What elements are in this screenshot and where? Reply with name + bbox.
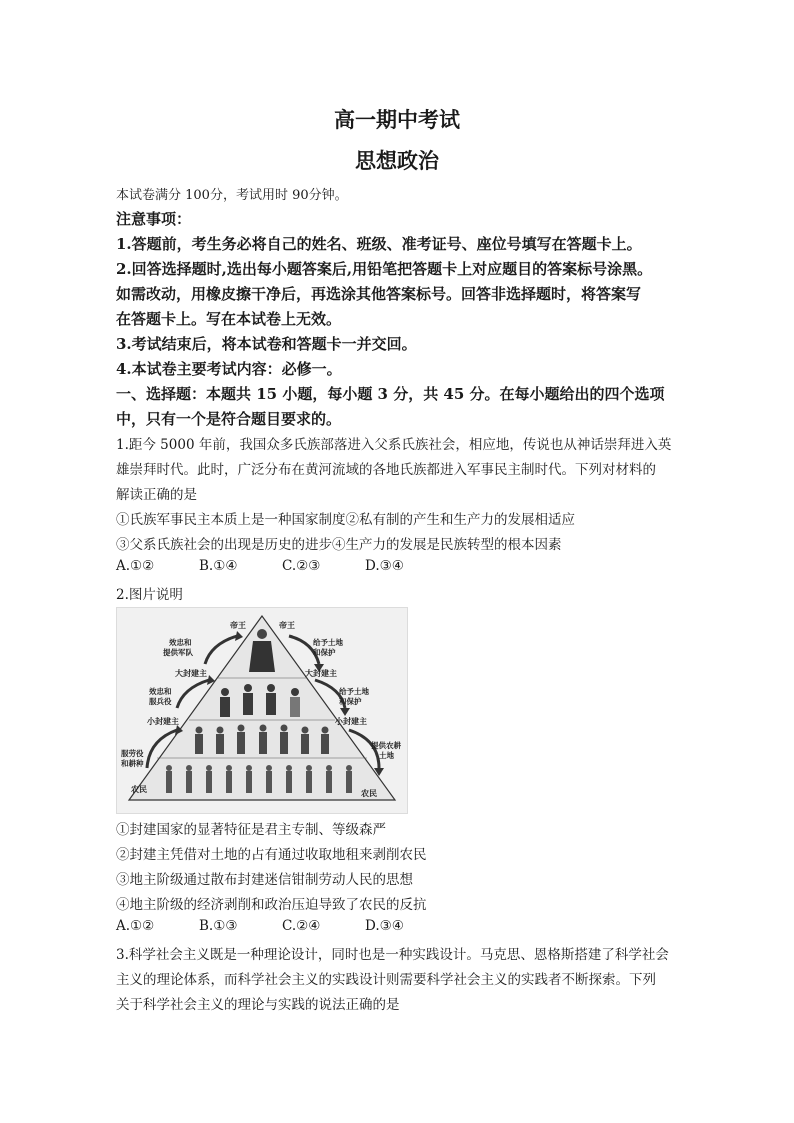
option-a[interactable]: A.①② <box>116 558 155 574</box>
question-1-statement: ③父系氏族社会的出现是历史的进步④生产力的发展是民族转型的根本因素 <box>116 537 562 553</box>
label-small-lord-left: 小封建主 <box>147 717 179 726</box>
question-2-statement: ③地主阶级通过散布封建迷信钳制劳动人民的思想 <box>116 872 413 888</box>
label-grant-land-1a: 给予土地 <box>313 638 343 647</box>
notice-line: 2.回答选择题时,选出每小题答案后,用铅笔把答题卡上对应题目的答案标号涂黑。 <box>116 260 653 278</box>
notice-heading: 注意事项： <box>116 210 192 228</box>
label-emperor-left: 帝王 <box>230 621 246 630</box>
option-a[interactable]: A.①② <box>116 918 155 934</box>
label-loyalty-service-1: 效忠和 <box>149 687 172 696</box>
label-grant-land-2a: 给予土地 <box>339 687 369 696</box>
label-great-lord-right: 大封建主 <box>305 669 337 678</box>
label-loyalty-army-1: 效忠和 <box>169 638 192 647</box>
question-3-line: 主义的理论体系，而科学社会主义的实践设计则需要科学社会主义的实践者不断探索。下列 <box>116 972 656 988</box>
question-2-statement: ④地主阶级的经济剥削和政治压迫导致了农民的反抗 <box>116 897 427 913</box>
intro-text: 本试卷满分 100分，考试用时 90分钟。 <box>116 188 348 203</box>
option-b[interactable]: B.①③ <box>199 918 238 934</box>
question-2-stem: 2.图片说明 <box>116 587 183 603</box>
section-heading: 一、选择题：本题共 15 小题，每小题 3 分，共 45 分。在每小题给出的四个选项 <box>116 385 665 403</box>
question-2-options <box>116 918 448 934</box>
feudal-pyramid-figure <box>116 607 408 814</box>
label-labor-1: 服劳役 <box>121 749 144 758</box>
question-1-statement: ①氏族军事民主本质上是一种国家制度②私有制的产生和生产力的发展相适应 <box>116 512 575 528</box>
label-provide-land-1: 提供农耕 <box>371 741 401 750</box>
notice-line: 在答题卡上。写在本试卷上无效。 <box>116 310 342 328</box>
notice-line: 3.考试结束后，将本试卷和答题卡一并交回。 <box>116 335 417 353</box>
option-d[interactable]: D.③④ <box>365 918 404 934</box>
label-peasant-left: 农民 <box>131 785 147 794</box>
option-c[interactable]: C.②④ <box>282 918 321 934</box>
section-heading: 中，只有一个是符合题目要求的。 <box>116 410 342 428</box>
question-1-options <box>116 558 448 574</box>
label-grant-land-1b: 和保护 <box>313 648 336 657</box>
label-loyalty-army-2: 提供军队 <box>163 648 193 657</box>
notice-line: 4.本试卷主要考试内容：必修一。 <box>116 360 342 378</box>
label-grant-land-2b: 和保护 <box>339 697 362 706</box>
subject-title: 思想政治 <box>355 148 439 173</box>
label-emperor-right: 帝王 <box>279 621 295 630</box>
question-2-statement: ②封建主凭借对土地的占有通过收取地租来剥削农民 <box>116 847 427 863</box>
question-1-line: 1.距今 5000 年前，我国众多氏族部落进入父系氏族社会，相应地，传说也从神话崇拜进入英 <box>116 437 672 453</box>
label-provide-land-2: 土地 <box>379 751 394 760</box>
feudal-pyramid-svg <box>117 608 407 813</box>
notice-line: 1.答题前，考生务必将自己的姓名、班级、准考证号、座位号填写在答题卡上。 <box>116 235 642 253</box>
option-c[interactable]: C.②③ <box>282 558 321 574</box>
option-d[interactable]: D.③④ <box>365 558 404 574</box>
option-b[interactable]: B.①④ <box>199 558 238 574</box>
label-labor-2: 和耕种 <box>121 759 144 768</box>
question-1-line: 解读正确的是 <box>116 487 197 503</box>
question-3-line: 关于科学社会主义的理论与实践的说法正确的是 <box>116 997 400 1013</box>
label-loyalty-service-2: 服兵役 <box>149 697 172 706</box>
question-3-line: 3.科学社会主义既是一种理论设计，同时也是一种实践设计。马克思、恩格斯搭建了科学社会 <box>116 947 669 963</box>
label-great-lord-left: 大封建主 <box>175 669 207 678</box>
notice-line: 如需改动，用橡皮擦干净后，再选涂其他答案标号。回答非选择题时，将答案写 <box>116 285 642 303</box>
label-peasant-right: 农民 <box>361 789 377 798</box>
question-2-statement: ①封建国家的显著特征是君主专制、等级森严 <box>116 822 386 838</box>
exam-title: 高一期中考试 <box>334 107 460 132</box>
question-1-line: 雄崇拜时代。此时，广泛分布在黄河流域的各地氏族都进入军事民主制时代。下列对材料的 <box>116 462 656 478</box>
label-small-lord-right: 小封建主 <box>335 717 367 726</box>
